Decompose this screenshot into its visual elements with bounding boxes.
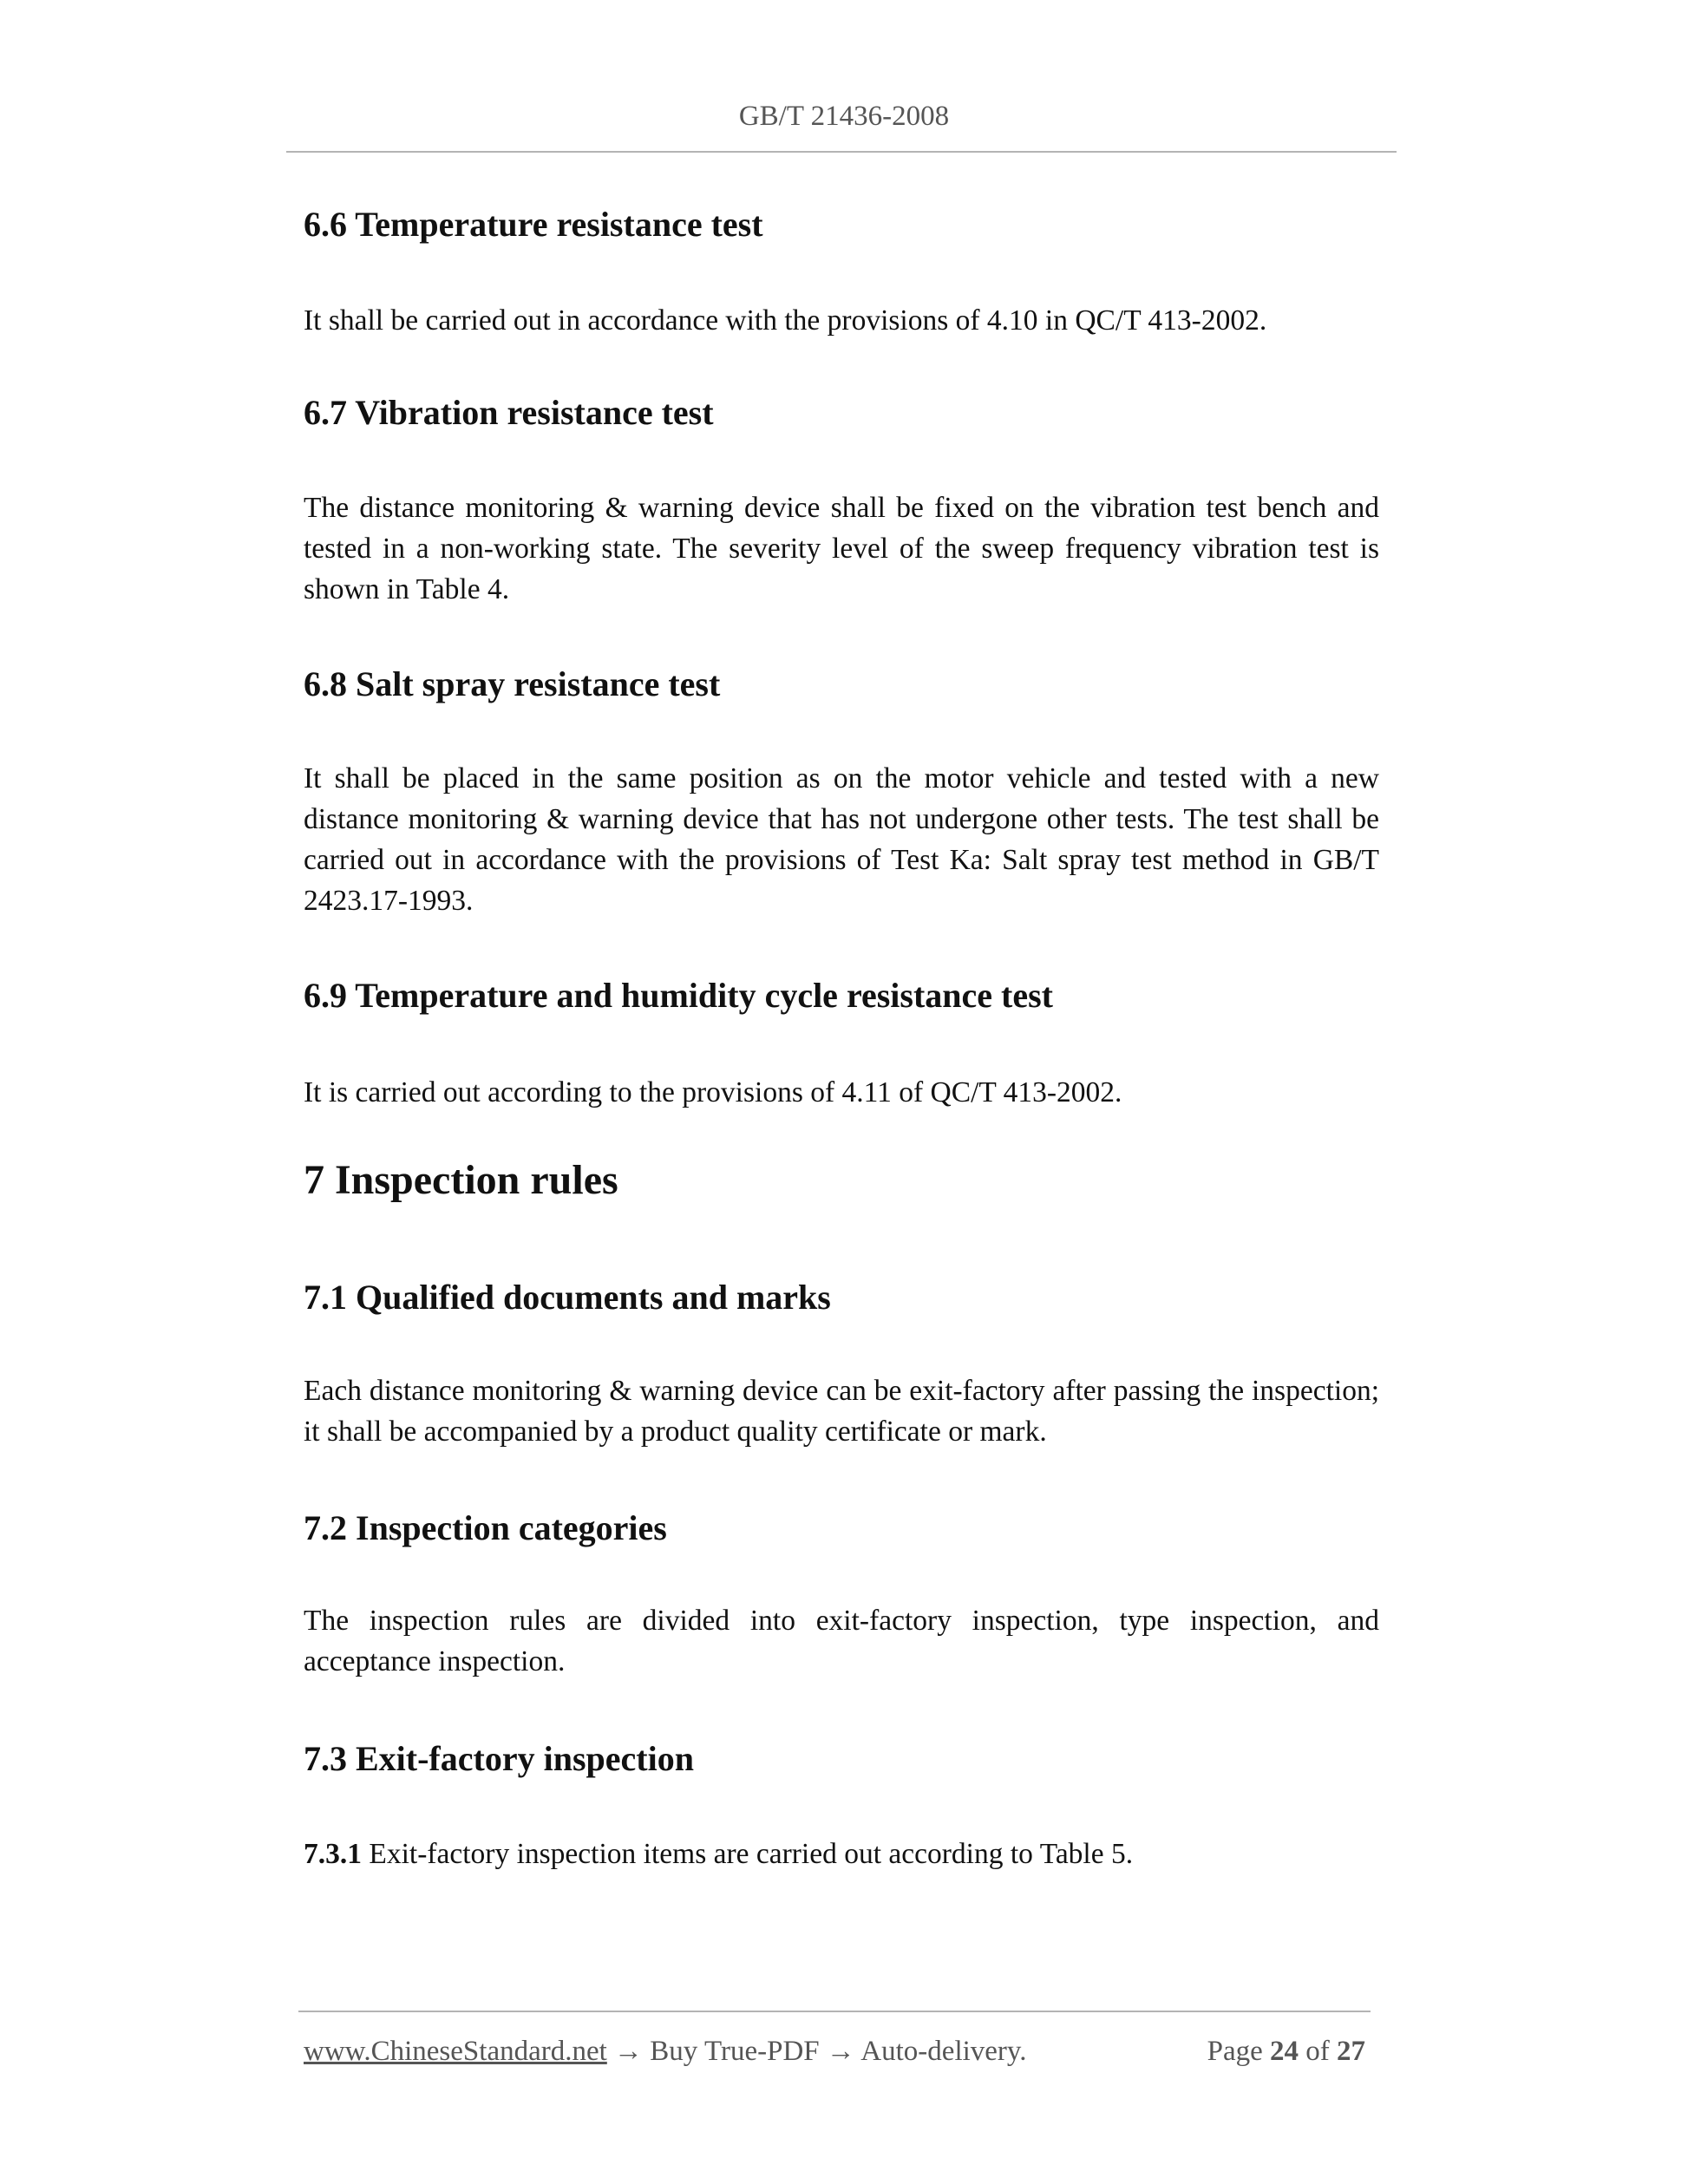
- section-7-1-body: Each distance monitoring & warning device can be exit-factory after passing the inspection; it shall be accompanied by a product quality certificate or mark.: [304, 1375, 1379, 1448]
- section-6-6-heading: 6.6 Temperature resistance test: [304, 205, 763, 244]
- section-7-1-heading: 7.1 Qualified documents and marks: [304, 1278, 831, 1317]
- page-indicator: [1207, 2031, 1365, 2071]
- chinesestandard-link[interactable]: www.ChineseStandard.net: [304, 2036, 607, 2067]
- section-6-9-body: It is carried out according to the provisions of 4.11 of QC/T 413-2002.: [304, 1076, 1122, 1108]
- footer-promo-text: → Buy True-PDF → Auto-delivery.: [606, 2036, 1027, 2067]
- footer-promo: [304, 2031, 1027, 2071]
- section-6-7-heading: 6.7 Vibration resistance test: [304, 393, 714, 432]
- document-code-header: GB/T 21436-2008: [738, 101, 950, 132]
- section-6-9-heading: 6.9 Temperature and humidity cycle resistance test: [304, 976, 1054, 1015]
- section-6-8-body: It shall be placed in the same position as on the motor vehicle and tested with a new distance monitoring & warning device that has not undergone other tests. The test shall be carried out in accordance with the provisions of Test Ka: Salt spray test method in GB/T 2423.17-1993.: [304, 762, 1379, 917]
- section-7-3-heading: 7.3 Exit-factory inspection: [304, 1739, 694, 1778]
- section-6-7-body: The distance monitoring & warning device shall be fixed on the vibration test bench and tested in a non-working state. The severity level of the sweep frequency vibration test is shown in Table 4.: [304, 492, 1379, 605]
- header-divider: [286, 151, 1397, 153]
- section-7-heading: 7 Inspection rules: [304, 1157, 618, 1203]
- page-of-label: of: [1305, 2036, 1330, 2067]
- page-footer: [304, 2031, 1371, 2071]
- section-7-2-body: The inspection rules are divided into exit-factory inspection, type inspection, and acceptance inspection.: [304, 1605, 1379, 1677]
- page-total: 27: [1337, 2036, 1365, 2067]
- clause-number: 7.3.1: [304, 1838, 362, 1870]
- section-6-6-body: It shall be carried out in accordance with the provisions of 4.10 in QC/T 413-2002.: [304, 304, 1267, 337]
- footer-divider: [298, 2011, 1371, 2012]
- clause-7-3-1-text: Exit-factory inspection items are carried out according to Table 5.: [369, 1838, 1134, 1870]
- page-label: Page: [1207, 2036, 1263, 2067]
- page-current: 24: [1270, 2036, 1299, 2067]
- section-7-2-heading: 7.2 Inspection categories: [304, 1508, 667, 1547]
- clause-7-3-1: [304, 1834, 1379, 1874]
- section-6-8-heading: 6.8 Salt spray resistance test: [304, 664, 721, 703]
